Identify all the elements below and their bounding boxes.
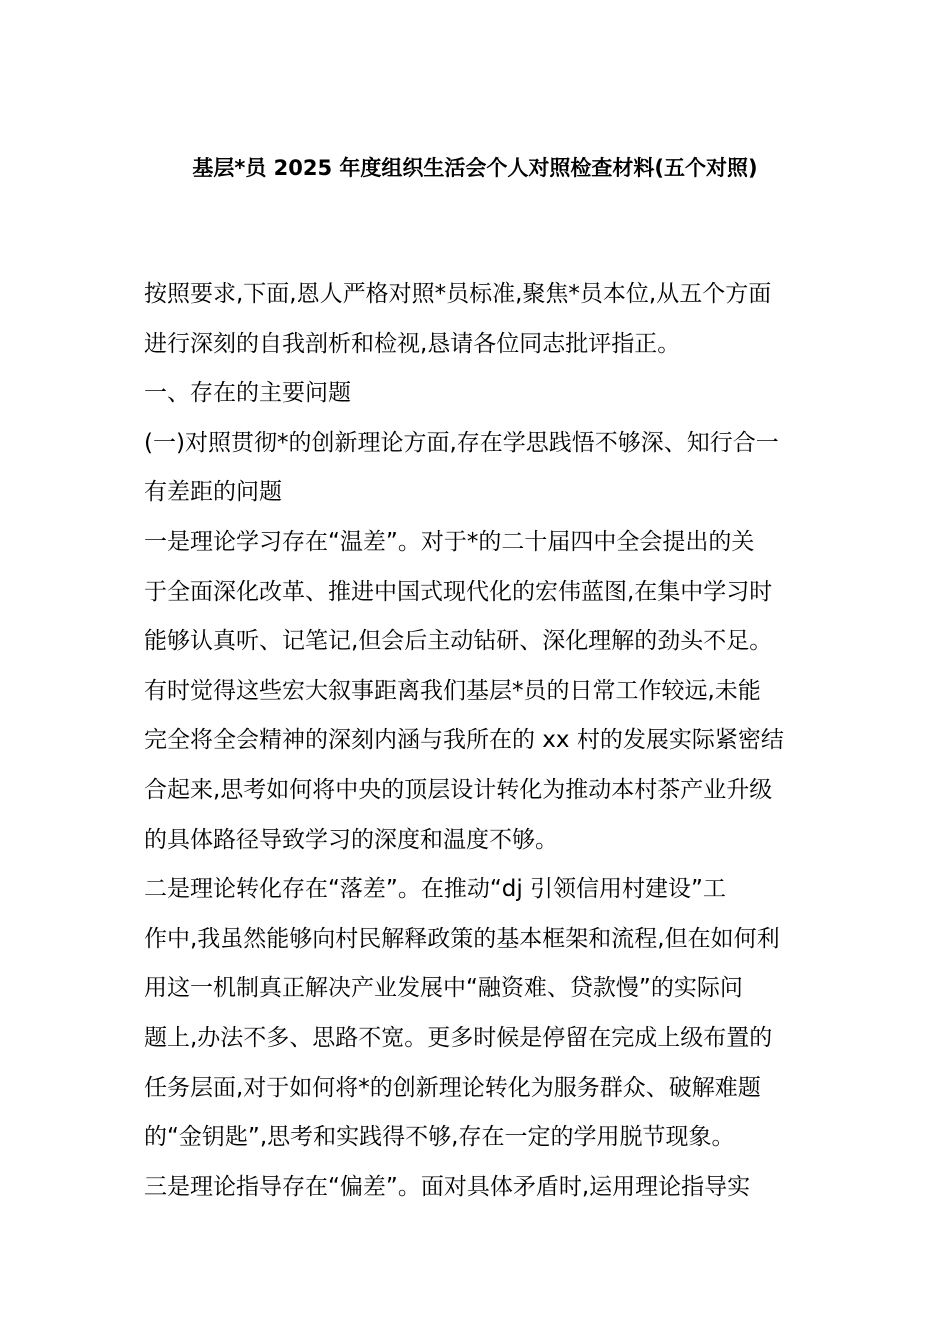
body-line: 完全将全会精神的深刻内涵与我所在的 xx 村的发展实际紧密结 xyxy=(144,727,784,754)
body-line: 能够认真听、记笔记,但会后主动钻研、深化理解的劲头不足。 xyxy=(144,628,773,655)
subsection-heading: 有差距的问题 xyxy=(144,479,282,506)
subsection-heading: (一)对照贯彻*的创新理论方面,存在学思践悟不够深、知行合一 xyxy=(144,429,779,456)
document-title: 基层*员 2025 年度组织生活会个人对照检查材料(五个对照) xyxy=(192,156,758,180)
body-line: 于全面深化改革、推进中国式现代化的宏伟蓝图,在集中学习时 xyxy=(144,578,773,605)
body-line: 进行深刻的自我剖析和检视,恳请各位同志批评指正。 xyxy=(144,330,681,357)
body-line: 题上,办法不多、思路不宽。更多时候是停留在完成上级布置的 xyxy=(144,1024,773,1051)
body-line: 一是理论学习存在“温差”。对于*的二十届四中全会提出的关 xyxy=(144,528,755,555)
body-line: 任务层面,对于如何将*的创新理论转化为服务群众、破解难题 xyxy=(144,1074,761,1101)
body-line: 合起来,思考如何将中央的顶层设计转化为推动本村茶产业升级 xyxy=(144,776,773,803)
body-line: 三是理论指导存在“偏差”。面对具体矛盾时,运用理论指导实 xyxy=(144,1173,751,1200)
body-line: 的“金钥匙”,思考和实践得不够,存在一定的学用脱节现象。 xyxy=(144,1124,735,1151)
body-line: 有时觉得这些宏大叙事距离我们基层*员的日常工作较远,未能 xyxy=(144,677,761,704)
body-line: 作中,我虽然能够向村民解释政策的基本框架和流程,但在如何利 xyxy=(144,925,780,952)
section-heading: 一、存在的主要问题 xyxy=(144,380,351,407)
body-line: 的具体路径导致学习的深度和温度不够。 xyxy=(144,826,558,853)
body-line: 二是理论转化存在“落差”。在推动“dj 引领信用村建设”工 xyxy=(144,876,726,903)
body-line: 按照要求,下面,恩人严格对照*员标准,聚焦*员本位,从五个方面 xyxy=(144,281,772,307)
body-line: 用这一机制真正解决产业发展中“融资难、贷款慢”的实际问 xyxy=(144,975,743,1002)
document-body xyxy=(144,270,814,1212)
